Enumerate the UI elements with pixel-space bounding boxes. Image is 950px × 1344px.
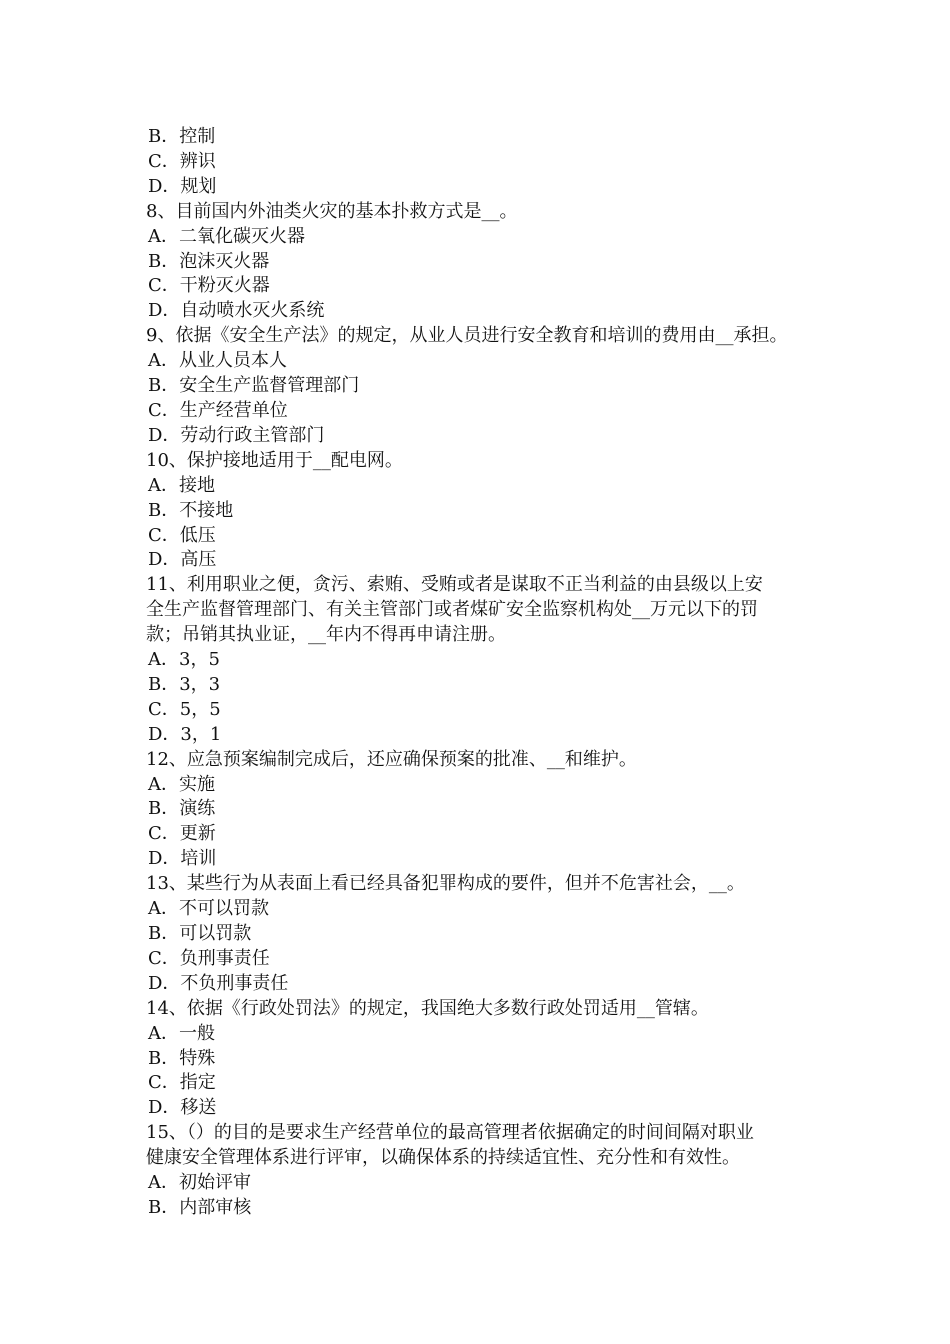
question-11-option-b: B．3，3 (148, 673, 221, 695)
question-11-text-line-3: 款；吊销其执业证，__年内不得再申请注册。 (146, 624, 506, 646)
question-13-option-a: A．不可以罚款 (148, 898, 269, 920)
question-11-option-d: D．3，1 (148, 723, 222, 745)
option-line: B．控制 (148, 126, 216, 147)
question-13-option-d: D．不负刑事责任 (148, 972, 289, 994)
question-9-option-b: B．安全生产监督管理部门 (148, 375, 360, 397)
question-9-text: 9、依据《安全生产法》的规定，从业人员进行安全教育和培训的费用由__承担。 (146, 325, 788, 347)
question-12-option-a: A．实施 (148, 773, 215, 795)
question-8-option-b: B．泡沫灭火器 (148, 250, 270, 272)
question-12-text: 12、应急预案编制完成后，还应确保预案的批准、__和维护。 (146, 748, 637, 770)
question-10-option-b: B．不接地 (148, 499, 234, 521)
question-15-option-a: A．初始评审 (148, 1172, 251, 1194)
question-8-option-d: D．自动喷水灭火系统 (148, 300, 325, 322)
question-13-option-b: B．可以罚款 (148, 923, 252, 944)
question-11-option-c: C．5，5 (148, 698, 221, 720)
question-11-text-line-2: 全生产监督管理部门、有关主管部门或者煤矿安全监察机构处__万元以下的罚 (146, 599, 758, 621)
question-14-text: 14、依据《行政处罚法》的规定，我国绝大多数行政处罚适用__管辖。 (146, 997, 709, 1019)
option-line: C．辨识 (148, 150, 216, 172)
question-8-text: 8、目前国内外油类火灾的基本扑救方式是__。 (146, 200, 518, 222)
question-9-option-a: A．从业人员本人 (148, 350, 287, 372)
question-11-text-line-1: 11、利用职业之便，贪污、索贿、受贿或者是谋取不正当利益的由县级以上安 (146, 574, 763, 596)
question-15-option-b: B．内部审核 (148, 1196, 252, 1218)
question-8-option-c: C．干粉灭火器 (148, 275, 270, 297)
question-13-option-c: C．负刑事责任 (148, 947, 270, 969)
question-10-option-a: A．接地 (148, 474, 215, 496)
question-12-option-d: D．培训 (148, 848, 217, 870)
question-10-option-c: C．低压 (148, 524, 216, 546)
question-8-option-a: A．二氧化碳灭火器 (148, 225, 305, 247)
question-15-text-line-2: 健康安全管理体系进行评审，以确保体系的持续适宜性、充分性和有效性。 (146, 1147, 740, 1169)
question-13-text: 13、某些行为从表面上看已经具备犯罪构成的要件，但并不危害社会，__。 (146, 873, 745, 895)
question-12-option-c: C．更新 (148, 823, 216, 845)
question-14-option-a: A．一般 (148, 1022, 215, 1044)
question-11-option-a: A．3，5 (148, 649, 220, 671)
question-14-option-d: D．移送 (148, 1097, 217, 1119)
question-10-option-d: D．高压 (148, 549, 217, 571)
document-page (146, 125, 836, 1221)
question-9-option-c: C．生产经营单位 (148, 399, 288, 421)
question-12-option-b: B．演练 (148, 798, 216, 820)
question-14-option-b: B．特殊 (148, 1047, 216, 1069)
option-line: D．规划 (148, 175, 217, 197)
question-10-text: 10、保护接地适用于__配电网。 (146, 449, 403, 471)
question-14-option-c: C．指定 (148, 1072, 216, 1094)
question-9-option-d: D．劳动行政主管部门 (148, 424, 325, 446)
question-15-text-line-1: 15、（）的目的是要求生产经营单位的最高管理者依据确定的时间间隔对职业 (146, 1122, 754, 1144)
